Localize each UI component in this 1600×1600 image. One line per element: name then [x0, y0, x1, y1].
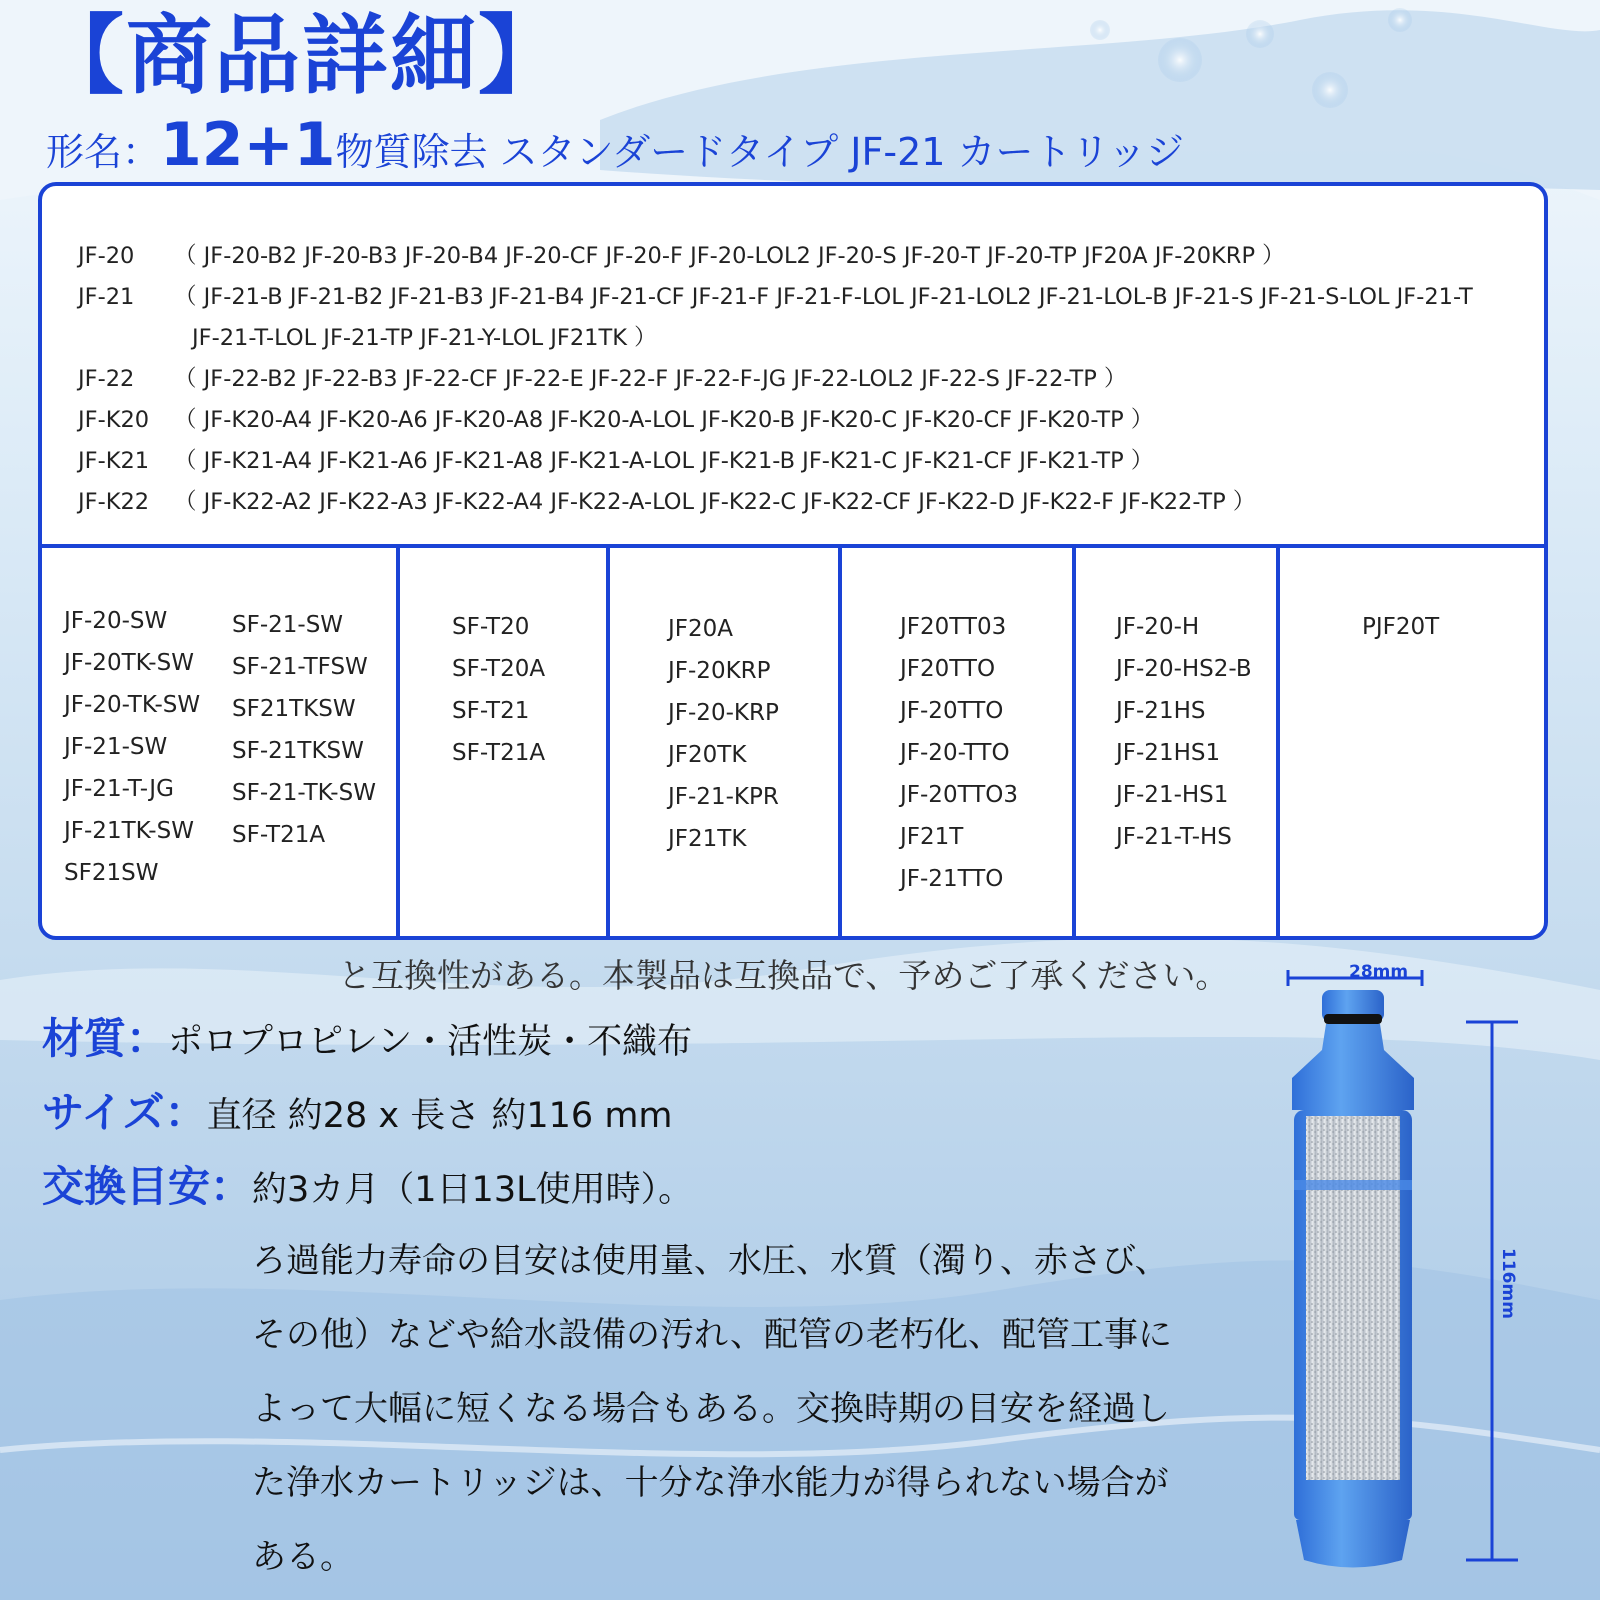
- spec-label: サイズ：: [42, 1088, 207, 1137]
- compat-model-item: JF-20KRP: [668, 658, 771, 684]
- model-code: JF-21: [78, 284, 135, 310]
- spec-label: 材質：: [42, 1014, 169, 1063]
- compat-column: [606, 548, 840, 940]
- compat-model-item: JF-21HS: [1116, 698, 1206, 724]
- height-dimension-label: 116mm: [1498, 1248, 1518, 1319]
- compat-model-item: JF-20TTO3: [900, 782, 1019, 808]
- compat-model-item: JF-21TTO: [900, 866, 1004, 892]
- compat-model-item: JF21T: [900, 824, 964, 850]
- compat-model-item: PJF20T: [1362, 614, 1440, 640]
- compat-column: [838, 548, 1074, 940]
- compat-model-item: SF-21-TK-SW: [232, 780, 376, 806]
- compat-model-item: SF21TKSW: [232, 696, 356, 722]
- model-list-section: [42, 186, 1544, 548]
- compat-model-item: JF-21-SW: [64, 734, 168, 760]
- compat-list: [64, 600, 200, 894]
- compat-model-item: SF-21TKSW: [232, 738, 364, 764]
- replacement-description: [252, 1224, 1252, 1594]
- description-line: その他）などや給水設備の汚れ、配管の老朽化、配管工事に: [252, 1315, 1173, 1355]
- model-variants: （ JF-K21-A4 JF-K21-A6 JF-K21-A8 JF-K21-A-LOL JF-K21-B JF-K21-C JF-K21-CF JF-K21-TP ）: [174, 448, 1154, 474]
- model-variants: （ JF-K20-A4 JF-K20-A6 JF-K20-A8 JF-K20-A-LOL JF-K20-B JF-K20-C JF-K20-CF JF-K20-TP ）: [174, 407, 1154, 433]
- compat-model-item: JF21TK: [668, 826, 747, 852]
- compat-model-item: SF-T21A: [232, 822, 326, 848]
- model-label: 形名：: [46, 130, 161, 174]
- spec-size: [42, 1080, 673, 1140]
- compat-model-item: JF-20-HS2-B: [1116, 656, 1252, 682]
- compat-column: [1072, 548, 1278, 940]
- model-variants: （ JF-21-B JF-21-B2 JF-21-B3 JF-21-B4 JF-21-CF JF-21-F JF-21-F-LOL JF-21-LOL2 JF-21-LOL-B JF-21-S JF-21-S-LOL JF-21-T: [174, 284, 1473, 310]
- compat-model-item: JF-20-H: [1116, 614, 1200, 640]
- description-line: よって大幅に短くなる場合もある。交換時期の目安を経過し: [252, 1389, 1170, 1429]
- compat-model-item: JF-21-T-JG: [64, 776, 174, 802]
- compat-model-item: JF-21-HS1: [1116, 782, 1229, 808]
- compatibility-note: と互換性がある。本製品は互換品で、予めご了承ください。: [338, 956, 1229, 995]
- compat-model-item: JF-20TK-SW: [64, 650, 194, 676]
- model-name: 物質除去 スタンダードタイプ JF-21 カートリッジ: [335, 130, 1184, 174]
- model-code: JF-K22: [78, 489, 150, 515]
- model-code: JF-20: [78, 243, 135, 269]
- compat-model-item: SF-21-SW: [232, 612, 344, 638]
- compat-model-item: JF-21-T-HS: [1116, 824, 1232, 850]
- compat-model-item: SF-21-TFSW: [232, 654, 368, 680]
- compat-model-item: JF-21HS1: [1116, 740, 1221, 766]
- model-variants: （ JF-20-B2 JF-20-B3 JF-20-B4 JF-20-CF JF-20-F JF-20-LOL2 JF-20-S JF-20-T JF-20-TP JF20A JF-20KRP ）: [174, 243, 1285, 269]
- compat-model-item: JF-20-KRP: [668, 700, 779, 726]
- page-title: 【商品詳細】: [38, 6, 566, 106]
- compat-model-item: JF20A: [668, 616, 734, 642]
- compat-model-item: JF-20-TTO: [900, 740, 1010, 766]
- model-variants: JF-21-T-LOL JF-21-TP JF-21-Y-LOL JF21TK ）: [192, 325, 657, 351]
- description-line: ろ過能力寿命の目安は使用量、水圧、水質（濁り、赤さび、: [252, 1241, 1169, 1281]
- spec-label: 交換目安：: [42, 1162, 253, 1211]
- compat-model-item: JF-20-TK-SW: [64, 692, 201, 718]
- compat-model-item: JF-21-KPR: [668, 784, 779, 810]
- compat-model-item: JF-20TTO: [900, 698, 1004, 724]
- compat-list: [900, 606, 1018, 900]
- compat-model-item: JF20TTO: [900, 656, 996, 682]
- compatible-models-grid: [42, 548, 1544, 940]
- compat-list: [1116, 606, 1252, 858]
- compat-model-item: SF-T21: [452, 698, 530, 724]
- compat-model-item: JF20TK: [668, 742, 747, 768]
- compat-model-item: SF-T20: [452, 614, 530, 640]
- spec-value: 約3カ月（1日13L使用時）。: [252, 1170, 694, 1210]
- description-line: た浄水カートリッジは、十分な浄水能力が得られない場合が: [252, 1463, 1169, 1503]
- model-code: JF-K21: [78, 448, 150, 474]
- cartridge-illustration: [1286, 960, 1586, 1600]
- spec-replacement: [42, 1154, 693, 1214]
- model-count: 12+1: [160, 110, 336, 180]
- compatibility-card: [38, 182, 1548, 940]
- compat-column: [396, 548, 608, 940]
- compat-column: [1276, 548, 1548, 940]
- compat-model-item: SF-T21A: [452, 740, 546, 766]
- compat-column: [42, 548, 400, 940]
- spec-value: 直径 約28 x 長さ 約116 mm: [206, 1096, 673, 1136]
- compat-model-item: SF-T20A: [452, 656, 546, 682]
- compat-model-item: SF21SW: [64, 860, 159, 886]
- model-variants: （ JF-22-B2 JF-22-B3 JF-22-CF JF-22-E JF-22-F JF-22-F-JG JF-22-LOL2 JF-22-S JF-22-TP ）: [174, 366, 1127, 392]
- width-dimension-label: 28mm: [1349, 962, 1409, 982]
- compat-model-item: JF20TT03: [900, 614, 1007, 640]
- compat-list: [232, 604, 376, 856]
- compat-list: [668, 608, 779, 860]
- spec-value: ポロプロピレン・活性炭・不織布: [168, 1022, 693, 1062]
- model-variants: （ JF-K22-A2 JF-K22-A3 JF-K22-A4 JF-K22-A-LOL JF-K22-C JF-K22-CF JF-K22-D JF-K22-F JF-K22-TP ）: [174, 489, 1256, 515]
- model-code: JF-K20: [78, 407, 150, 433]
- product-model-line: [46, 110, 1184, 187]
- spec-material: [42, 1006, 692, 1066]
- compat-list: [452, 606, 545, 774]
- compat-list: [1362, 606, 1439, 648]
- model-code: JF-22: [78, 366, 135, 392]
- compat-model-item: JF-21TK-SW: [64, 818, 194, 844]
- description-line: ある。: [252, 1537, 354, 1577]
- compat-model-item: JF-20-SW: [64, 608, 168, 634]
